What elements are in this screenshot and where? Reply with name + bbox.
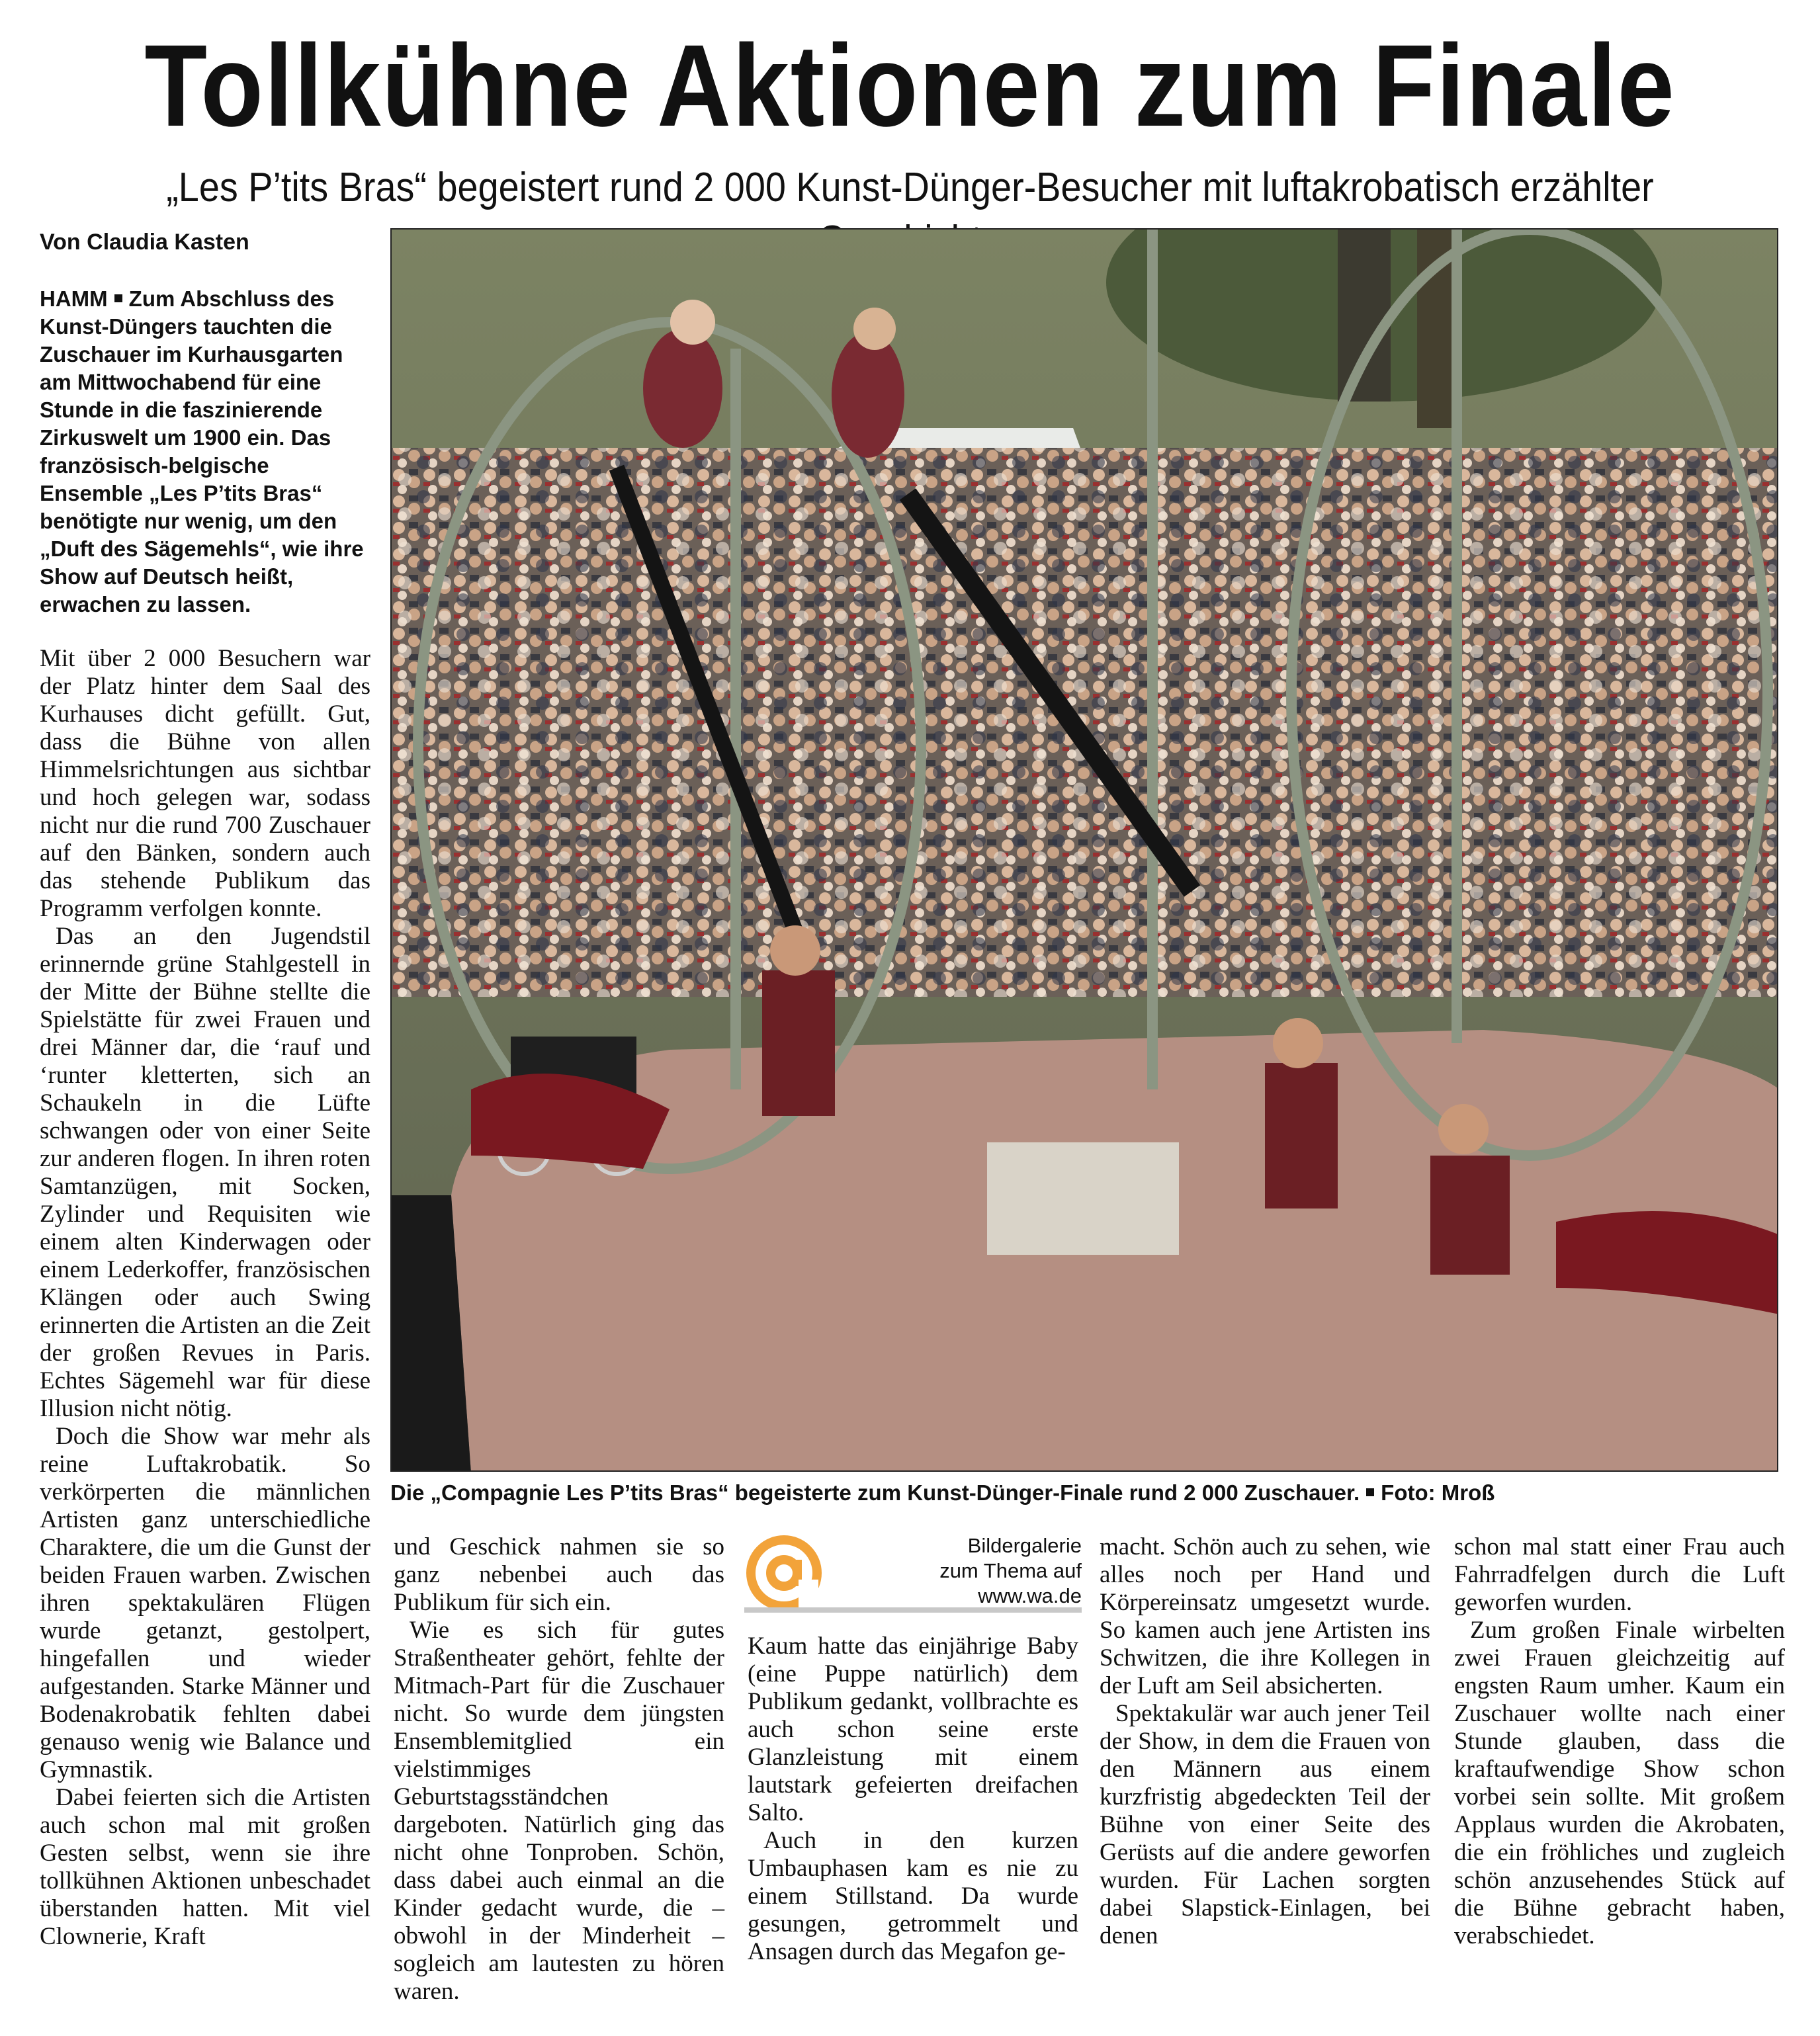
photo-illustration <box>392 230 1778 1472</box>
subheadline: „Les P’tits Bras“ begeistert rund 2 000 Kunst-Dünger-Besucher mit luftakrobatisch erzählter <box>166 165 1654 210</box>
article-column-4 <box>1100 1533 1430 1950</box>
paragraph: Zum großen Finale wirbelten zwei Frauen gleichzeitig auf engsten Raum umher. Kaum ein Zuschauer wollte nach einer Stunde glauben, dass die kraftaufwendige Show schon vorbei sein sollte. Mit großem Applaus wurden die Akrobaten, die ein fröhliches und zugleich schön anzusehendes Stück auf die Bühne gebracht haben, verabschiedet. <box>1454 1617 1785 1949</box>
paragraph: Wie es sich für gutes Straßentheater gehört, fehlte der Mitmach-Part für die Zuschauer nicht. So wurde dem jüngsten Ensemblemitglied ein vielstimmiges Geburtstagsständchen dargeboten. Natürlich ging das nicht ohne Tonproben. Schön, dass dabei auch einmal an die Kinder gedacht wurde, die – obwohl in der Minderheit – sogleich am lautesten zu hören waren. <box>394 1617 724 2005</box>
dateline: HAMM <box>40 286 108 311</box>
byline: Von Claudia Kasten <box>40 230 249 255</box>
photo-caption <box>390 1479 1778 1507</box>
web-promo-text <box>844 1533 1082 1609</box>
article-column-3 <box>748 1633 1078 1966</box>
web-promo-line1: Bildergalerie <box>967 1534 1082 1557</box>
paragraph: Dabei feierten sich die Artisten auch schon mal mit großen Gesten selbst, wenn sie ihre tollkühnen Aktionen unbeschadet überstanden hatten. Mit viel Clownerie, Kraft <box>40 1784 370 1950</box>
paragraph: macht. Schön auch zu sehen, wie alles noch per Hand und Körpereinsatz umgesetzt wurde. So kamen auch jene Artisten ins Schwitzen, die ihre Kollegen in der Luft am Seil absicherten. <box>1100 1533 1430 1699</box>
lead-paragraph <box>40 285 370 618</box>
paragraph: Doch die Show war mehr als reine Luftakrobatik. So verkörperten die männlichen Artisten ganz unterschiedliche Charaktere, die um die Gunst der beiden Frauen warben. Zwischen ihren spektakulären Flügen wurde getanzt, gestolpert, hingefallen und wieder aufgestanden. Starke Männer und Bodenakrobatik fehlten dabei genauso wenig wie Balance und Gymnastik. <box>40 1423 370 1783</box>
article-column-2 <box>394 1533 724 2006</box>
paragraph: und Geschick nahmen sie so ganz nebenbei auch das Publikum für sich ein. <box>394 1533 724 1616</box>
web-promo-rule <box>744 1607 1082 1613</box>
article-photo <box>390 228 1778 1472</box>
lead-text: Zum Abschluss des Kunst-Düngers tauchten die Zuschauer im Kurhausgarten am Mittwochabend für eine Stunde in die faszinierende Zirkuswelt um 1900 ein. Das französisch-belgische Ensemble „Les P’tits Bras“ benötigte nur wenig, um den „Duft des Sägemehls“, wie ihre Show auf Deutsch heißt, erwachen zu lassen. <box>40 286 364 616</box>
paragraph: schon mal statt einer Frau auch Fahrradfelgen durch die Luft geworfen wurden. <box>1454 1533 1785 1616</box>
dateline-separator <box>114 294 122 302</box>
caption-text: Die „Compagnie Les P’tits Bras“ begeisterte zum Kunst-Dünger-Finale rund 2 000 Zuschauer. <box>390 1480 1360 1505</box>
headline: Tollkühne Aktionen zum Finale <box>144 21 1676 151</box>
web-promo-line2: zum Thema auf <box>939 1559 1082 1582</box>
article-column-1 <box>40 228 370 1951</box>
paragraph: Kaum hatte das einjährige Baby (eine Puppe natürlich) dem Publikum gedankt, vollbrachte es auch schon seine erste Glanzleistung mit einem lautstark gefeierten dreifachen Salto. <box>748 1633 1078 1826</box>
caption-separator <box>1366 1488 1374 1496</box>
paragraph: Das an den Jugendstil erinnernde grüne Stahlgestell in der Mitte der Bühne stellte die Spielstätte für zwei Frauen und drei Männer dar, die ‘rauf und ‘runter kletterten, sich an Schaukeln in die Lüfte schwangen oder von einer Seite zur anderen flogen. In ihren roten Samtanzügen, mit Socken, Zylinder und Requisiten wie einem alten Kinderwagen oder einem Lederkoffer, französischen Klängen oder auch Swing erinnerten die Artisten an die Zeit der großen Revues in Paris. Echtes Sägemehl war für diese Illusion nicht nötig. <box>40 923 370 1422</box>
web-gallery-promo[interactable] <box>744 1533 1082 1613</box>
photo-credit: Foto: Mroß <box>1381 1480 1495 1505</box>
article-column-5 <box>1454 1533 1785 1950</box>
web-promo-url[interactable]: www.wa.de <box>978 1584 1082 1607</box>
paragraph: Spektakulär war auch jener Teil der Show, in dem die Frauen von den Männern aus einem kurzfristig abgedeckten Teil der Bühne von einer Seite des Gerüsts auf die andere geworfen wurden. Für Lachen sorgten dabei Slapstick-Einlagen, bei denen <box>1100 1700 1430 1949</box>
paragraph: Auch in den kurzen Umbauphasen kam es nie zu einem Stillstand. Da wurde gesungen, getrommelt und Ansagen durch das Megafon ge- <box>748 1827 1078 1965</box>
paragraph: Mit über 2 000 Besuchern war der Platz hinter dem Saal des Kurhauses dicht gefüllt. Gut, dass die Bühne von allen Himmelsrichtungen aus sichtbar und hoch gelegen war, sodass nicht nur die rund 700 Zuschauer auf den Bänken, sondern auch das stehende Publikum das Programm verfolgen konnte. <box>40 645 370 922</box>
at-icon <box>744 1533 824 1613</box>
